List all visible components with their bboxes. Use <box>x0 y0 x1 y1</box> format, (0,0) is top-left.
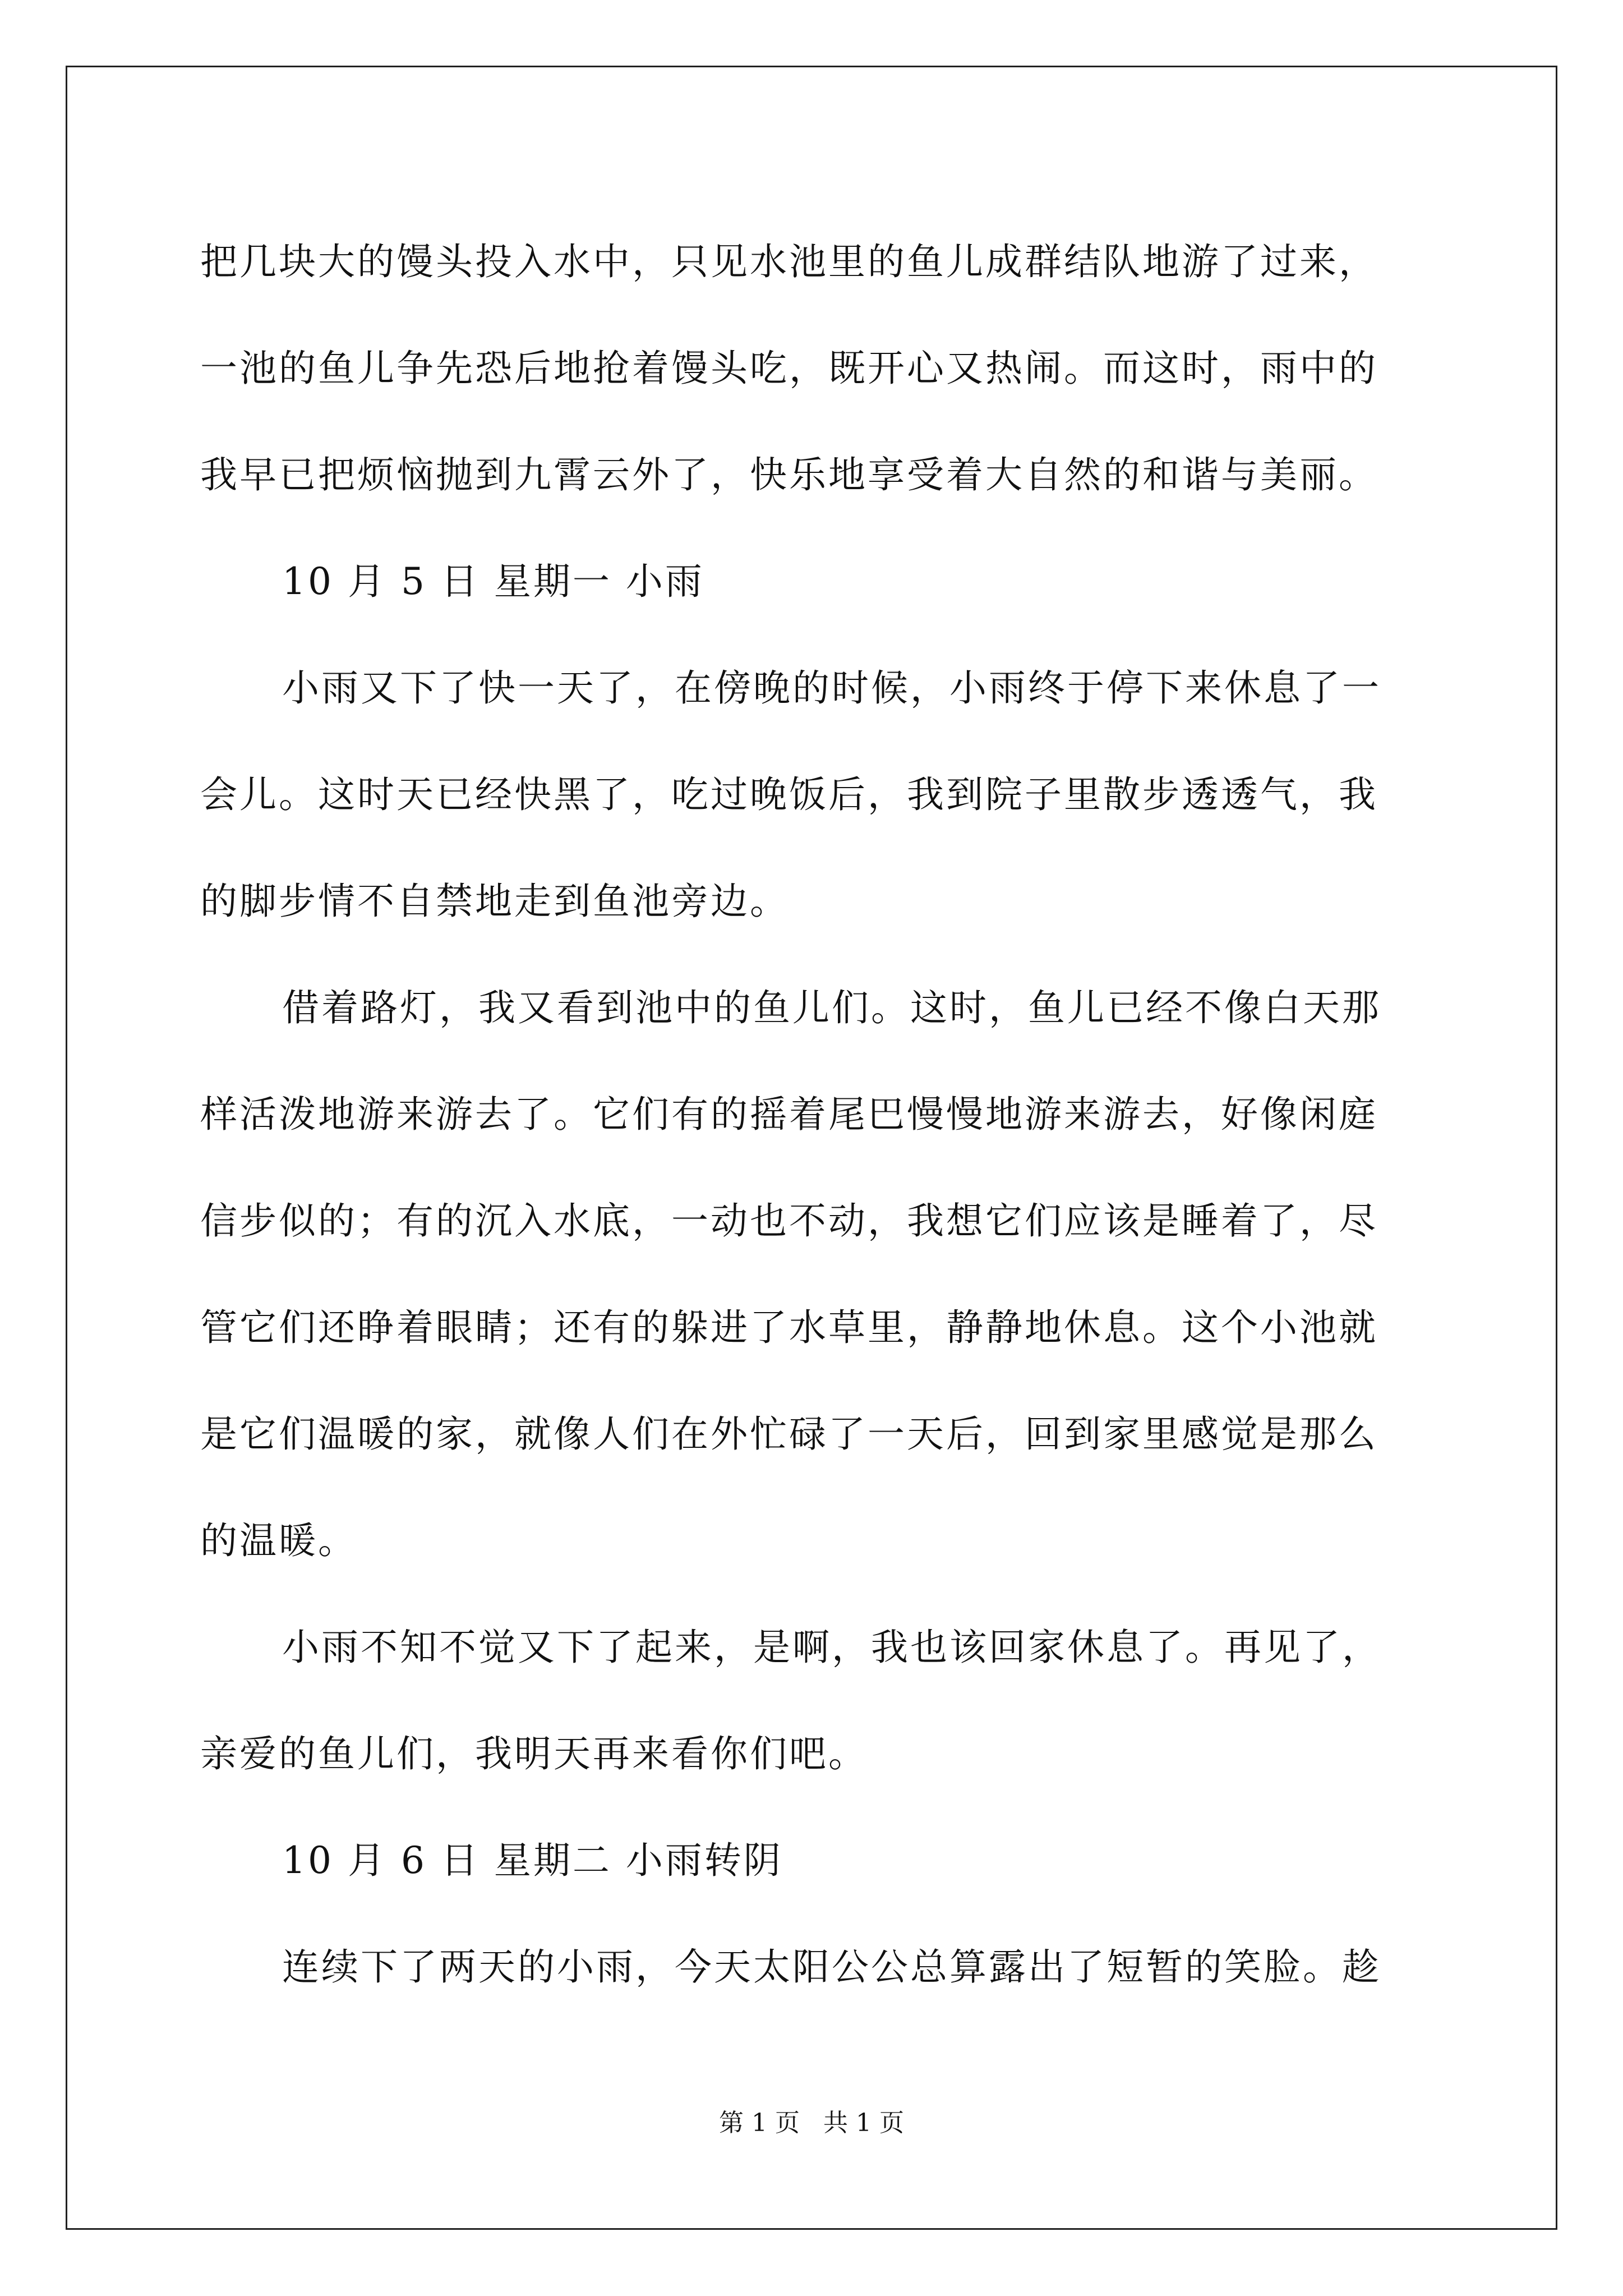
body-line: 连续下了两天的小雨，今天太阳公公总算露出了短暂的笑脸。趁 <box>282 1945 1381 1989</box>
body-line: 借着路灯，我又看到池中的鱼儿们。这时，鱼儿已经不像白天那 <box>282 986 1381 1029</box>
body-line: 是它们温暖的家，就像人们在外忙碌了一天后，回到家里感觉是那么 <box>200 1412 1378 1456</box>
body-line: 亲爱的鱼儿们，我明天再来看你们吧。 <box>200 1732 868 1775</box>
body-line: 样活泼地游来游去了。它们有的摇着尾巴慢慢地游来游去，好像闲庭 <box>200 1093 1378 1136</box>
body-line: 小雨又下了快一天了，在傍晚的时候，小雨终于停下来休息了一 <box>282 666 1381 710</box>
body-line: 我早已把烦恼抛到九霄云外了，快乐地享受着大自然的和谐与美丽。 <box>200 453 1378 496</box>
body-line: 会儿。这时天已经快黑了，吃过晚饭后，我到院子里散步透透气，我 <box>200 773 1378 816</box>
date-heading: 10 月 5 日 星期一 小雨 <box>282 560 704 603</box>
document-body <box>200 209 1434 2021</box>
page-footer: 第 1 页 共 1 页 <box>719 2109 904 2137</box>
body-line: 一池的鱼儿争先恐后地抢着馒头吃，既开心又热闹。而这时，雨中的 <box>200 347 1378 390</box>
body-line: 信步似的；有的沉入水底，一动也不动，我想它们应该是睡着了，尽 <box>200 1199 1378 1243</box>
date-heading: 10 月 6 日 星期二 小雨转阴 <box>282 1839 783 1882</box>
body-line: 的脚步情不自禁地走到鱼池旁边。 <box>200 880 789 923</box>
body-line: 的温暖。 <box>200 1519 357 1562</box>
body-line: 管它们还睁着眼睛；还有的躲进了水草里，静静地休息。这个小池就 <box>200 1306 1378 1349</box>
body-line: 小雨不知不觉又下了起来，是啊，我也该回家休息了。再见了， <box>282 1626 1381 1669</box>
body-line: 把几块大的馒头投入水中，只见水池里的鱼儿成群结队地游了过来， <box>200 240 1378 283</box>
